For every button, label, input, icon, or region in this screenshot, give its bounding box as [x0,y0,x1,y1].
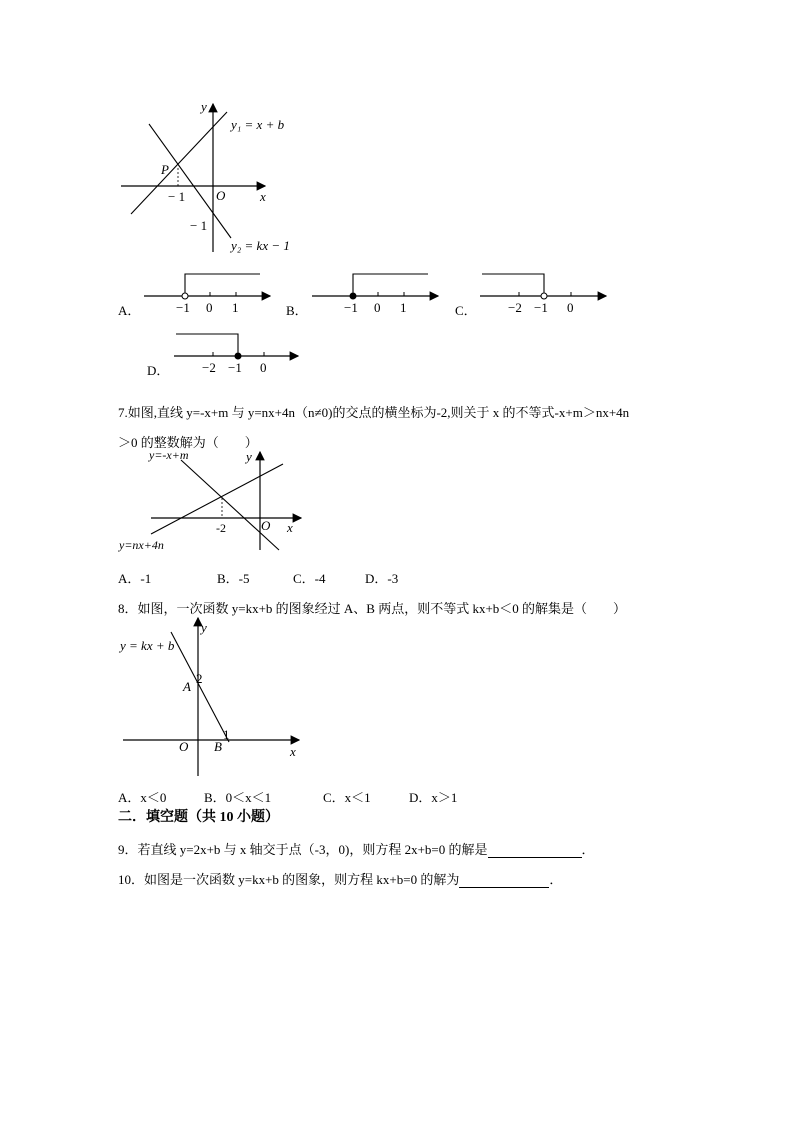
svg-text:A: A [183,679,191,694]
q10-text [118,869,562,888]
q6-option-a-label[interactable]: A． [118,303,141,318]
q7-option-a[interactable]: A．-1 [118,571,152,586]
svg-text:1: 1 [223,727,230,742]
q8-text: 8．如图，一次函数 y=kx+b 的图象经过 A、B 两点，则不等式 kx+b＜0 的解集是（ ） [118,601,627,616]
point-p-label: P [161,162,169,177]
line-kx-plus-b [171,632,229,742]
q7-option-c[interactable]: C．-4 [293,571,326,586]
q8-option-c[interactable]: C．x＜1 [323,790,371,805]
svg-text:2: 2 [196,671,203,686]
svg-text:−2: −2 [508,300,522,315]
q7-graph [115,446,315,556]
q8-option-d[interactable]: D．x＞1 [409,790,458,805]
q9-question: 9．若直线 y=2x+b 与 x 轴交于点（-3，0)，则方程 2x+b=0 的解是 [118,842,488,857]
svg-text:1: 1 [232,300,239,315]
q6-option-d-numberline[interactable] [170,328,310,378]
svg-text:1: 1 [400,300,407,315]
svg-text:−1: −1 [176,300,190,315]
svg-text:0: 0 [260,360,267,375]
svg-text:0: 0 [567,300,574,315]
section-title: 二．填空题（共 10 小题） [118,810,279,825]
q10-end: ． [549,872,563,887]
q6-option-c-numberline[interactable] [476,268,616,318]
svg-text:0: 0 [206,300,213,315]
svg-text:−1: −1 [344,300,358,315]
line1-label: y₁ = x + b [231,117,285,132]
svg-text:y=nx+4n: y=nx+4n [119,538,164,552]
svg-text:x: x [290,744,296,759]
q6-option-c-label[interactable]: C． [455,303,477,318]
svg-text:y: y [246,449,252,464]
q9-end: ． [581,842,595,857]
tick-x-label: − 1 [168,189,186,204]
svg-text:B: B [214,739,222,754]
q6-option-d-label[interactable]: D． [147,363,170,378]
q9-answer-blank[interactable] [488,845,582,858]
x-axis-label: x [260,189,266,204]
svg-text:O: O [179,739,189,754]
svg-text:0: 0 [374,300,381,315]
svg-text:−2: −2 [202,360,216,375]
q6-option-a-numberline[interactable] [140,268,280,318]
q6-graph [115,98,315,258]
q8-option-a[interactable]: A．x＜0 [118,790,167,805]
origin-label: O [216,188,226,203]
svg-text:−1: −1 [228,360,242,375]
q9-text [118,839,595,858]
svg-text:y=-x+m: y=-x+m [149,448,189,462]
q8-graph [115,614,315,780]
svg-text:y: y [201,620,207,635]
q8-option-b[interactable]: B．0＜x＜1 [204,790,272,805]
tick-y-label: − 1 [190,218,208,233]
line2-label: y₂ = kx − 1 [231,238,290,253]
q7-text-line2: ＞0 的整数解为（ ） [118,435,258,450]
q6-option-b-label[interactable]: B． [286,303,308,318]
svg-text:y = kx + b: y = kx + b [120,638,175,653]
svg-text:-2: -2 [216,521,226,535]
q7-option-b[interactable]: B．-5 [217,571,250,586]
q7-text-line1: 7.如图,直线 y=-x+m 与 y=nx+4n（n≠0)的交点的横坐标为-2,则关于 x 的不等式-x+m＞nx+4n [118,405,630,420]
q6-option-b-numberline[interactable] [308,268,448,318]
y-axis-label: y [201,99,207,114]
q7-option-d[interactable]: D．-3 [365,571,399,586]
svg-text:−1: −1 [534,300,548,315]
q10-answer-blank[interactable] [459,875,549,888]
svg-text:x: x [287,520,293,535]
q10-question: 10．如图是一次函数 y=kx+b 的图象，则方程 kx+b=0 的解为 [118,872,460,887]
svg-text:O: O [261,518,271,533]
